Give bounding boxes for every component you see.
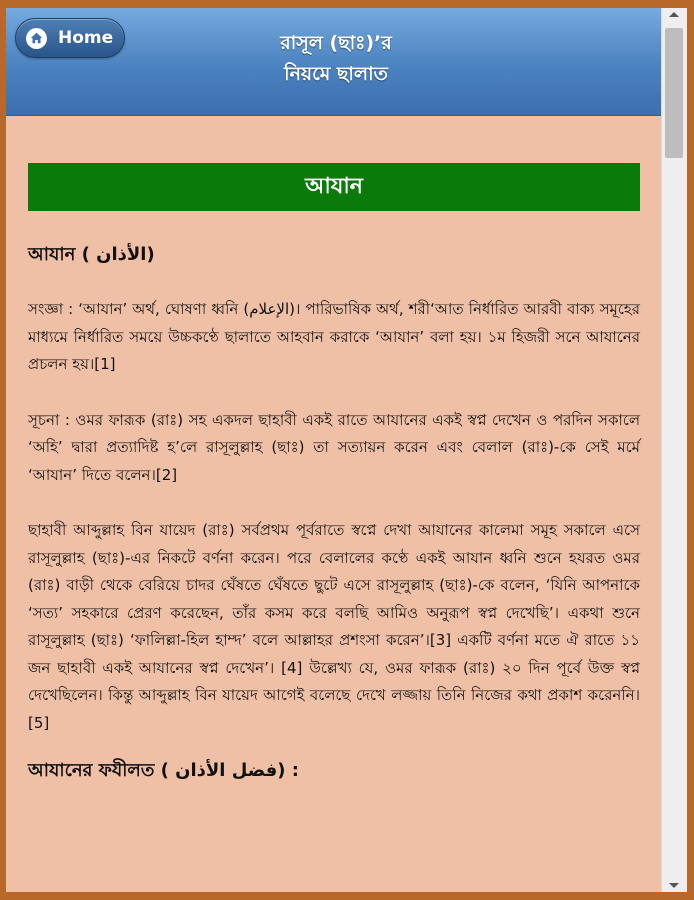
home-button[interactable] (15, 18, 125, 58)
section-heading: আযান ( الأذان) (28, 244, 155, 265)
scroll-up-arrow-icon[interactable] (669, 12, 679, 17)
page-title-line2: নিয়মে ছালাত (284, 63, 388, 85)
home-button-label: Home (58, 28, 114, 48)
subsection-heading: আযানের ফযীলত ( فضل الأذان) : (28, 760, 299, 781)
app-frame (6, 8, 687, 892)
section-title-bar: আযান (28, 163, 640, 211)
main-content (28, 116, 640, 784)
scroll-down-arrow-icon[interactable] (669, 883, 679, 888)
paragraph-origin: সূচনা : ওমর ফারূক (রাঃ) সহ একদল ছাহাবী একই রাতে আযানের একই স্বপ্ন দেখেন ও পরদিন সকালে ‘অহি’ দ্বারা প্রত্যাদিষ্ট হ’লে রাসূলুল্লাহ (ছাঃ) তা সত্যায়ন করেন এবং বেলাল (রাঃ)-কে সেই মর্মে ‘আযান’ দিতে বলেন।[2] (28, 410, 640, 484)
paragraph-narration: ছাহাবী আব্দুল্লাহ বিন যায়েদ (রাঃ) সর্বপ্রথম পূর্বরাতে স্বপ্নে দেখা আযানের কালেমা সমূহ সকালে এসে রাসূলুল্লাহ (ছাঃ)-এর নিকটে বর্ণনা করেন। পরে বেলালের কণ্ঠে একই আযান ধ্বনি শুনে হযরত ওমর (রাঃ) বাড়ী থেকে বেরিয়ে চাদর ঘেঁষতে ঘেঁষতে ছুটে এসে রাসূলুল্লাহ (ছাঃ)-কে বলেন, ‘যিনি আপনাকে ‘সত্য’ সহকারে প্রেরণ করেছেন, তাঁর কসম করে বলছি আমিও অনুরূপ স্বপ্ন দেখেছি’। একথা শুনে রাসূলুল্লাহ (ছাঃ) ‘ফালিল্লা-হিল হাম্দ’ বলে আল্লাহর প্রশংসা করেন’।[3] একটি বর্ণনা মতে ঐ রাতে ১১ জন ছাহাবী একই আযানের স্বপ্ন দেখেন’। [4] উল্লেখ্য যে, ওমর ফারূক (রাঃ) ২০ দিন পূর্বে উক্ত স্বপ্ন দেখেছিলেন। কিন্তু আব্দুল্লাহ বিন যায়েদ আগেই বলেছে দেখে লজ্জায় তিনি নিজের কথা প্রকাশ করেননি।[5] (28, 521, 640, 732)
page-title (186, 28, 486, 90)
header-bar (6, 8, 661, 116)
vertical-scrollbar[interactable] (661, 8, 687, 892)
scroll-thumb[interactable] (665, 28, 683, 158)
paragraph-definition: সংজ্ঞা : ‘আযান’ অর্থ, ঘোষণা ধ্বনি (الإعلام)। পারিভাষিক অর্থ, শরী‘আত নির্ধারিত আরবী বাক্য সমূহের মাধ্যমে নির্ধারিত সময়ে উচ্চকণ্ঠে ছালাতে আহবান করাকে ‘আযান’ বলা হয়। ১ম হিজরী সনে আযানের প্রচলন হয়।[1] (28, 300, 640, 373)
page-title-line1: রাসূল (ছাঃ)’র (280, 32, 392, 54)
home-icon (26, 28, 47, 49)
